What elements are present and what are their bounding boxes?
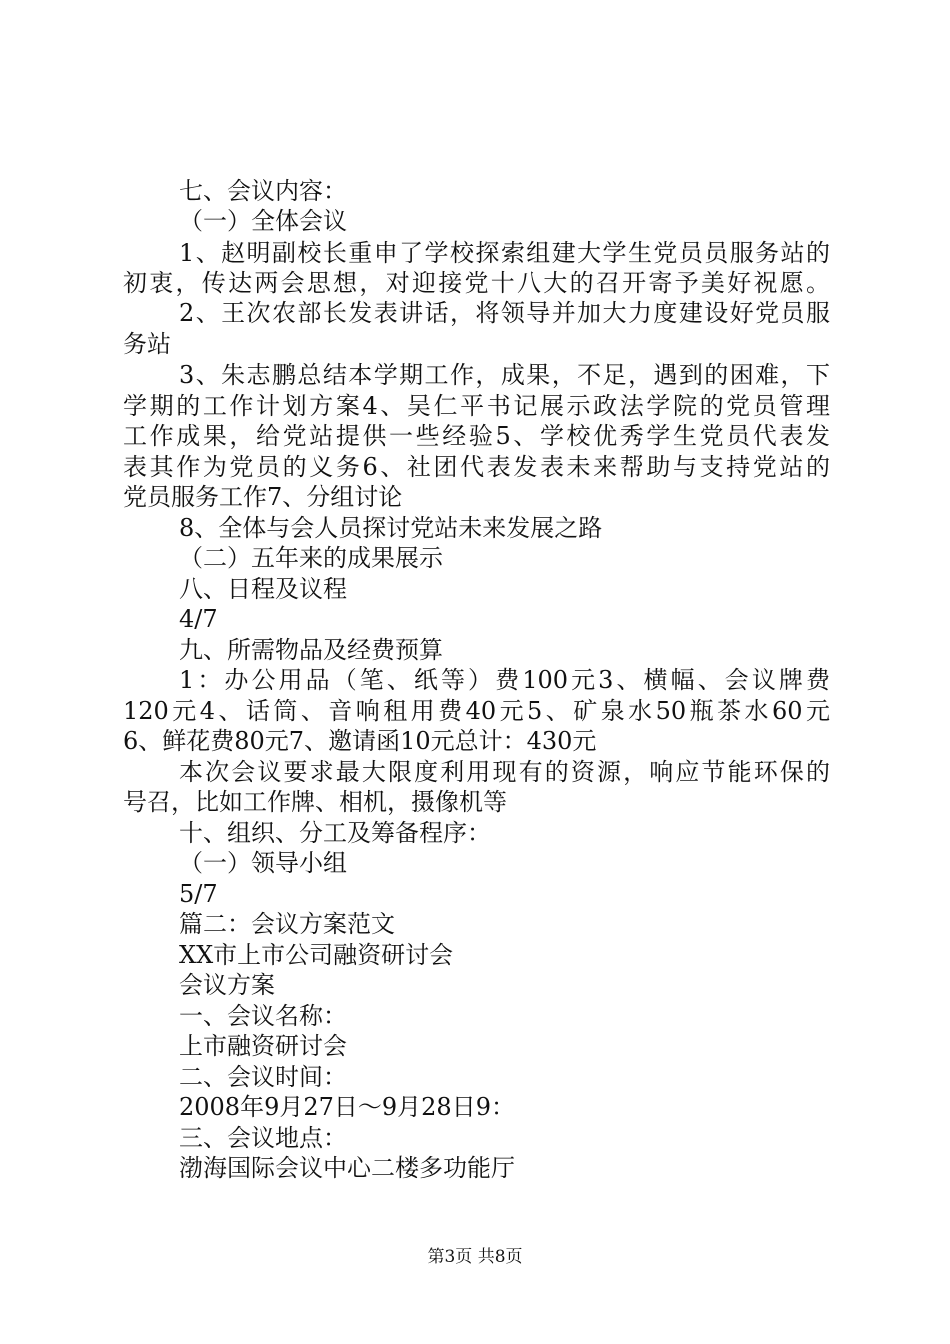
- text-line: 党员服务工作7、分组讨论: [123, 483, 403, 511]
- text-line: 十、组织、分工及筹备程序：: [179, 819, 491, 847]
- section-heading: 篇二：会议方案范文: [179, 910, 395, 938]
- text-line: 务站: [123, 330, 171, 358]
- text-line: 会议方案: [179, 971, 275, 999]
- text-line: 号召，比如工作牌、相机，摄像机等: [123, 788, 507, 816]
- text-line: 1、赵明副校长重申了学校探索组建大学生党员员服务站的: [179, 239, 830, 267]
- text-line: 3、朱志鹏总结本学期工作，成果，不足，遇到的困难，下: [179, 361, 830, 389]
- page-footer: 第3页 共8页: [427, 1247, 523, 1267]
- text-line: 120元4、话筒、音响租用费40元5、矿泉水50瓶茶水60元: [123, 697, 830, 725]
- text-line: 8、全体与会人员探讨党站未来发展之路: [179, 514, 603, 542]
- text-line: 学期的工作计划方案4、吴仁平书记展示政法学院的党员管理: [123, 392, 830, 420]
- page-marker: 4/7: [179, 605, 218, 633]
- text-line: 上市融资研讨会: [179, 1032, 347, 1060]
- text-line: 七、会议内容：: [179, 177, 347, 205]
- text-line: 2、王次农部长发表讲话，将领导并加大力度建设好党员服: [179, 299, 830, 327]
- text-line: 一、会议名称：: [179, 1002, 347, 1030]
- text-line: 初衷，传达两会思想，对迎接党十八大的召开寄予美好祝愿。: [123, 269, 830, 297]
- text-line: 1：办公用品（笔、纸等）费100元3、横幅、会议牌费: [179, 666, 830, 694]
- document-title: XX市上市公司融资研讨会: [179, 941, 454, 969]
- text-line: 三、会议地点：: [179, 1124, 347, 1152]
- page-marker: 5/7: [179, 880, 218, 908]
- text-line: 2008年9月27日～9月28日9：: [179, 1093, 515, 1121]
- text-line: 工作成果，给党站提供一些经验5、学校优秀学生党员代表发: [123, 422, 830, 450]
- text-line: 八、日程及议程: [179, 575, 347, 603]
- text-line: （一）领导小组: [179, 849, 347, 877]
- text-line: 表其作为党员的义务6、社团代表发表未来帮助与支持党站的: [123, 453, 830, 481]
- text-line: 本次会议要求最大限度利用现有的资源，响应节能环保的: [179, 758, 830, 786]
- text-line: 6、鲜花费80元7、邀请函10元总计：430元: [123, 727, 597, 755]
- text-line: 渤海国际会议中心二楼多功能厅: [179, 1154, 515, 1182]
- text-line: 二、会议时间：: [179, 1063, 347, 1091]
- text-line: （一）全体会议: [179, 207, 347, 235]
- text-line: （二）五年来的成果展示: [179, 544, 443, 572]
- text-line: 九、所需物品及经费预算: [179, 636, 443, 664]
